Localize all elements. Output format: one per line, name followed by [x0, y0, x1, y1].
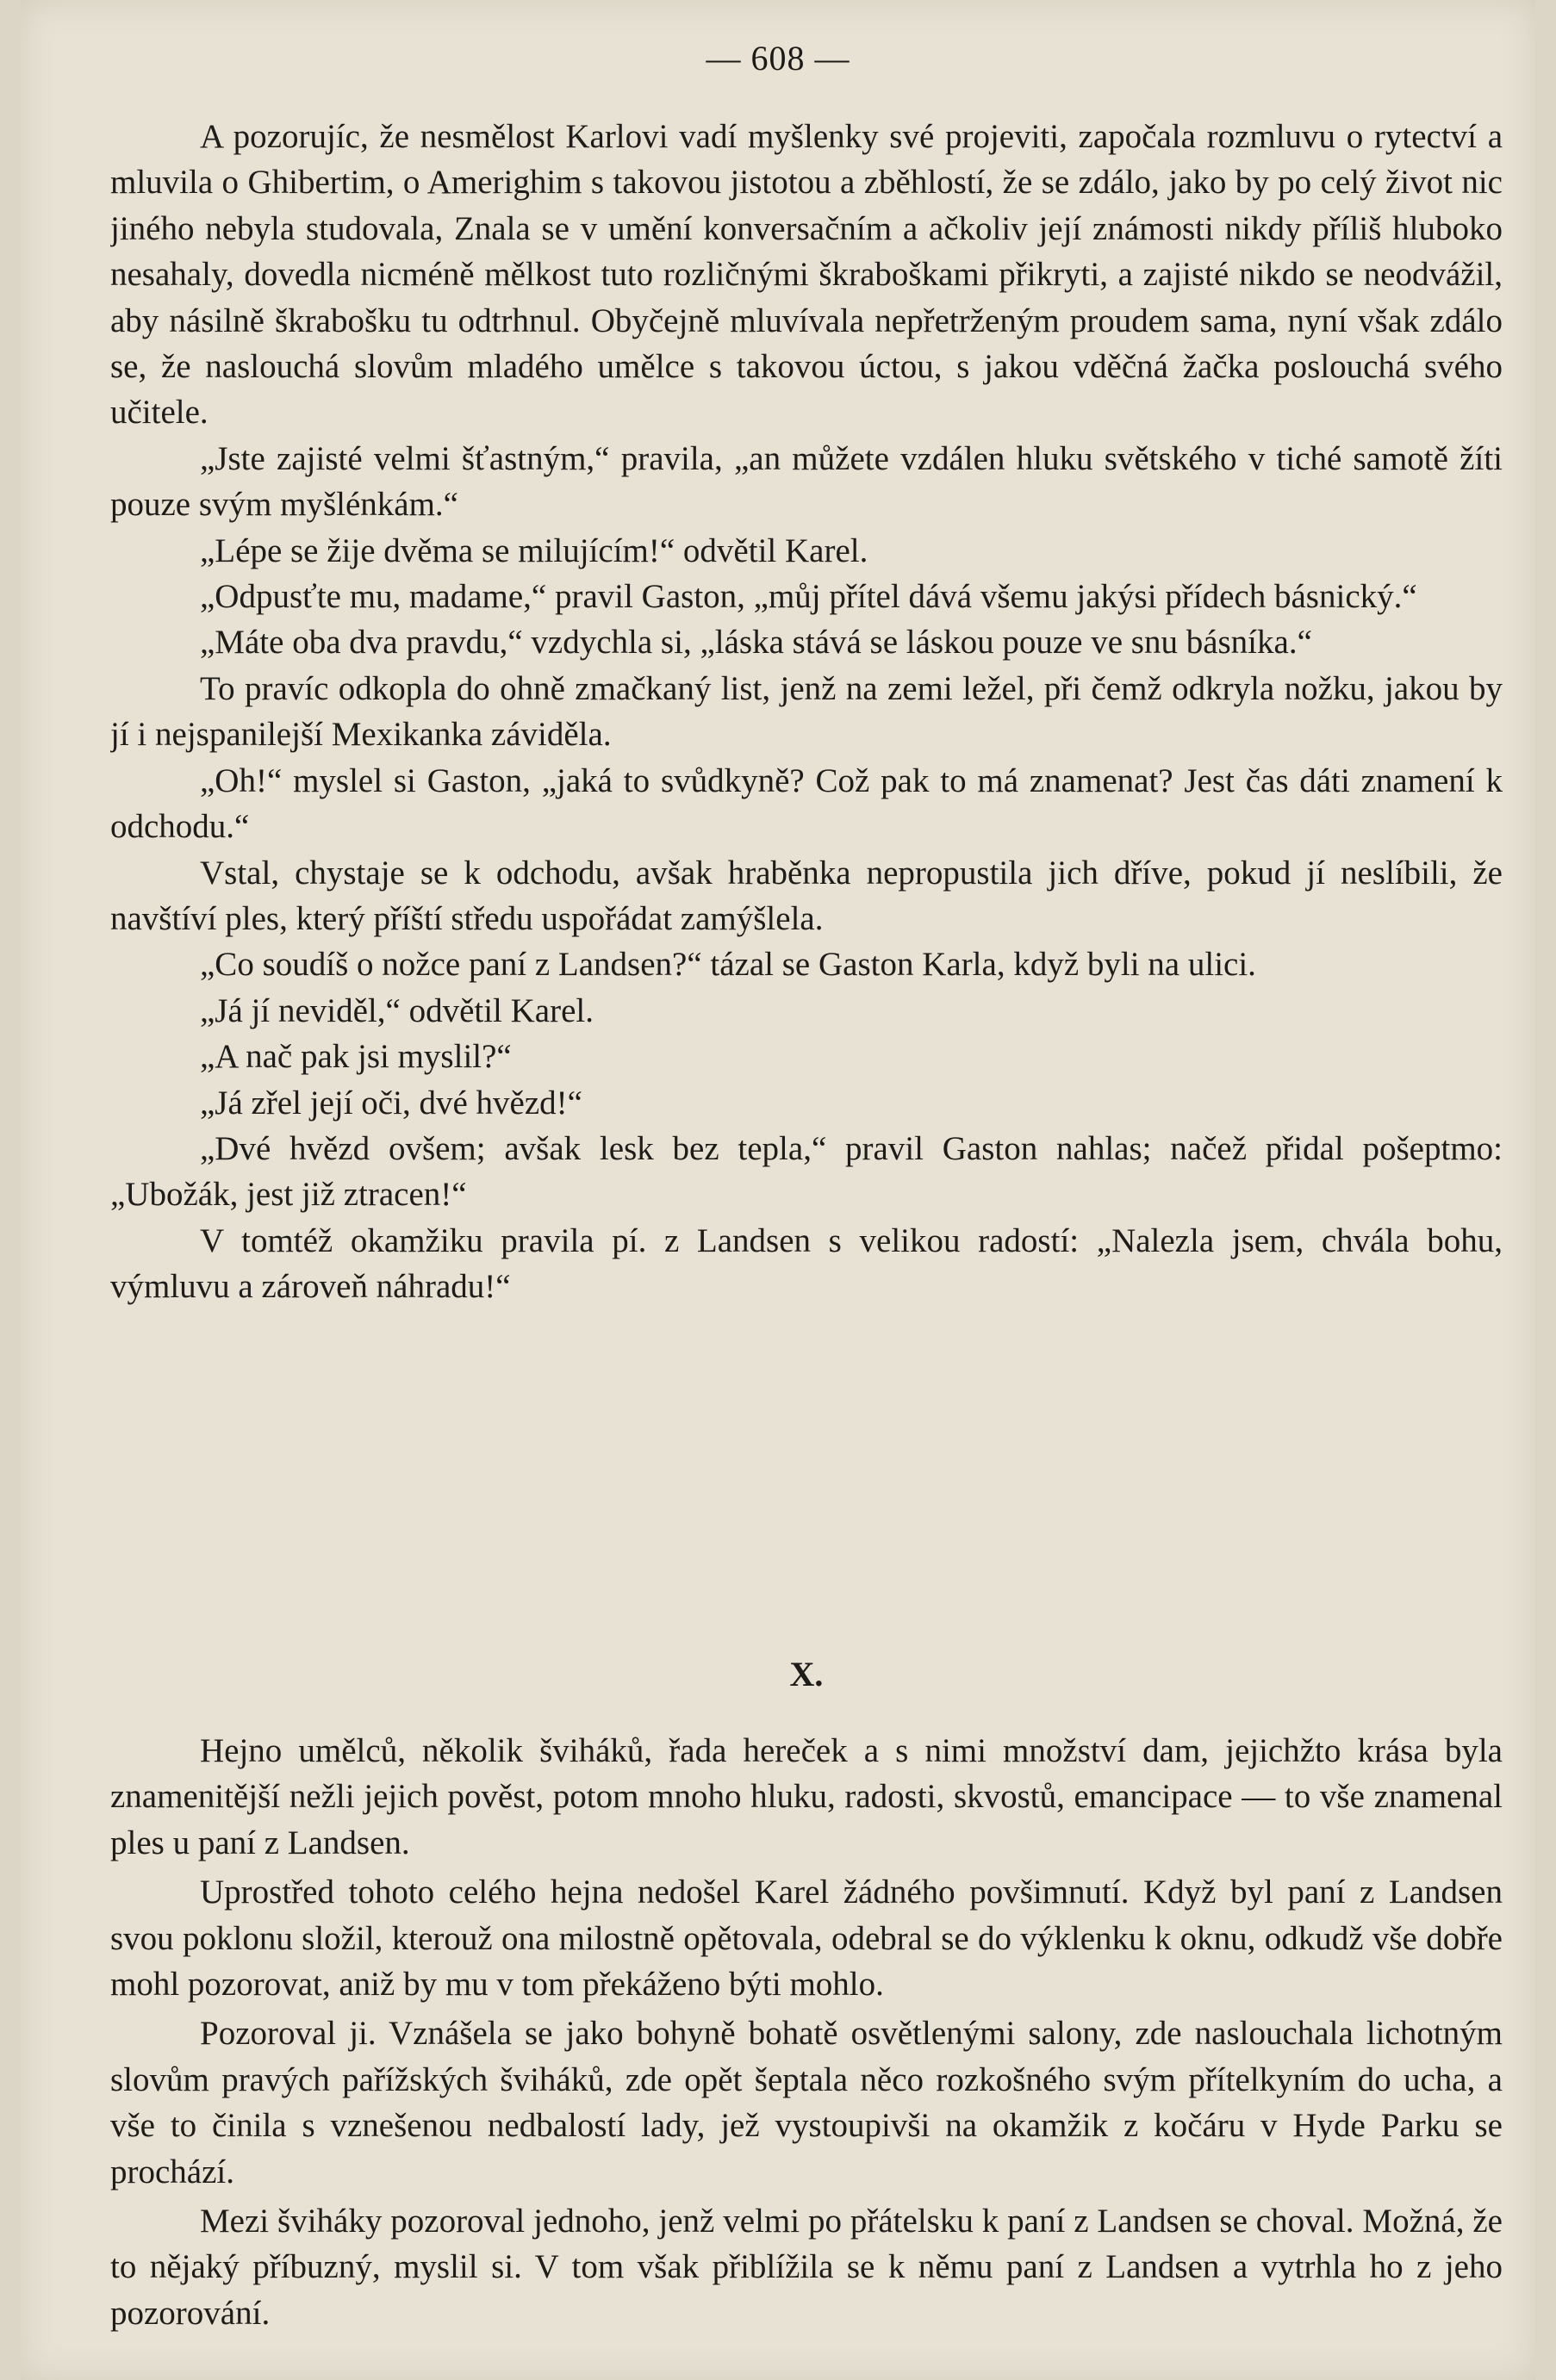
section-before-chapter: [110, 114, 1503, 1619]
paragraph: „Já jí neviděl,“ odvětil Karel.: [200, 991, 594, 1029]
paragraph: „Odpusťte mu, madame,“ pravil Gaston, „můj přítel dává všemu jakýsi přídech básnický.“: [200, 578, 1417, 616]
paragraph: „Já zřel její oči, dvé hvězd!“: [200, 1084, 582, 1122]
paragraph: „Dvé hvězd ovšem; avšak lesk bez tepla,“ pravil Gaston nahlas; načež přidal pošeptmo: „Ubožák, jest již ztracen!“: [110, 1129, 1503, 1214]
paragraph: Mezi šviháky pozoroval jednoho, jenž velmi po přátelsku k paní z Landsen se choval. Možná, že to nějaký příbuzný, myslil si. V tom však přiblížila se k němu paní z Landsen a vytrhla ho z jeho pozorování.: [110, 2203, 1503, 2332]
page-number: — 608 —: [706, 39, 850, 78]
paragraph: „Oh!“ myslel si Gaston, „jaká to svůdkyně? Což pak to má znamenat? Jest čas dáti znamení k odchodu.“: [110, 761, 1503, 846]
paragraph: Pozoroval ji. Vznášela se jako bohyně bohatě osvětlenými salony, zde naslouchala lichotným slovům pravých pařížských šviháků, zde opět šeptala něco rozkošného svým přítelkyním do ucha, a vše to činila s vznešenou nedbalostí lady, jež vystoupivši na okamžik z kočáru v Hyde Parku se prochází.: [110, 2015, 1503, 2190]
paragraph: Uprostřed tohoto celého hejna nedošel Karel žádného povšimnutí. Když byl paní z Landsen svou poklonu složil, kterouž ona milostně opětovala, odebral se do výklenku k oknu, odkudž vše dobře mohl pozorovat, aniž by mu v tom překáženo býti mohlo.: [110, 1874, 1503, 2004]
paragraph: „A nač pak jsi myslil?“: [200, 1038, 512, 1076]
paragraph: Vstal, chystaje se k odchodu, avšak hraběnka nepropustila jich dříve, pokud jí neslíbili, že navštíví ples, který příští středu uspořádat zamýšlela.: [110, 854, 1503, 937]
section-chapter-x: [110, 1728, 1503, 2336]
paragraph: Hejno umělců, několik šviháků, řada hereček a s nimi množství dam, jejichžto krása byla znamenitější nežli jejich pověst, potom mnoho hluku, radosti, skvostů, emancipace — to vše znamenal ples u paní z Landsen.: [110, 1732, 1503, 1861]
paragraph: „Jste zajisté velmi šťastným,“ pravila, „an můžete vzdálen hluku světského v tiché samotě žíti pouze svým myšlénkám.“: [110, 439, 1503, 524]
paragraph: A pozorujíc, že nesmělost Karlovi vadí myšlenky své projeviti, započala rozmluvu o rytectví a mluvila o Ghibertim, o Amerighim s takovou jistotou a zběhlostí, že se zdálo, jako by po celý život nic jiného nebyla studovala, Znala se v umění konversačním a ačkoliv její známosti nikdy příliš hluboko nesahaly, dovedla nicméně mělkost tuto rozličnými škraboškami přikryti, a zajisté nikdo se neodvážil, aby násilně škrabošku tu odtrhnul. Obyčejně mluvívala nepřetrženým proudem sama, nyní však zdálo se, že naslouchá slovům mladého umělce s takovou úctou, s jakou vděčná žačka poslouchá svého učitele.: [110, 118, 1503, 432]
paragraph: „Co soudíš o nožce paní z Landsen?“ tázal se Gaston Karla, když byli na ulici.: [200, 946, 1256, 984]
paragraph: To pravíc odkopla do ohně zmačkaný list, jenž na zemi ležel, při čemž odkryla nožku, jakou by jí i nejspanilejší Mexikanka záviděla.: [110, 669, 1503, 754]
paragraph: „Máte oba dva pravdu,“ vzdychla si, „láska stává se láskou pouze ve snu básníka.“: [200, 624, 1312, 662]
book-page: [21, 0, 1535, 2380]
paragraph: „Lépe se žije dvěma se milujícím!“ odvětil Karel.: [200, 531, 868, 569]
page-body: [110, 114, 1503, 2336]
paragraph: V tomtéž okamžiku pravila pí. z Landsen s velikou radostí: „Nalezla jsem, chvála bohu, výmluvu a zároveň náhradu!“: [110, 1221, 1503, 1306]
chapter-heading: X.: [789, 1655, 824, 1693]
